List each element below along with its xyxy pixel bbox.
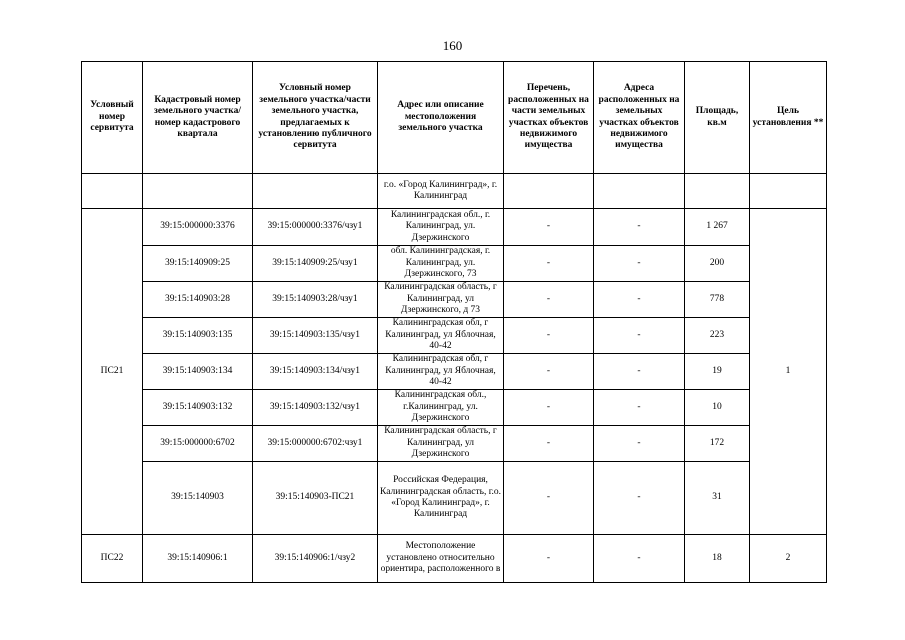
table-cell <box>685 174 750 209</box>
cell-address: Калининградская обл, г Калининград, ул Яблочная, 40-42 <box>378 318 504 354</box>
cell-purpose: 1 <box>750 209 827 535</box>
cell-cadastral: 39:15:140909:25 <box>143 246 253 282</box>
cell-cadastral: 39:15:140906:1 <box>143 535 253 583</box>
header-row <box>82 62 827 174</box>
cell-conditional: 39:15:140903-ПС21 <box>253 462 378 535</box>
cell-address: Калининградская обл., г.Калининград, ул. Дзержинского <box>378 390 504 426</box>
cell-conditional: 39:15:140903:28/чзу1 <box>253 282 378 318</box>
table-cell <box>504 174 594 209</box>
cell-address: г.о. «Город Калининград», г. Калининград <box>378 174 504 209</box>
cell-area: 10 <box>685 390 750 426</box>
cell-objects: - <box>504 462 594 535</box>
table-row <box>82 535 827 583</box>
cell-cadastral: 39:15:140903:28 <box>143 282 253 318</box>
servitude-table <box>81 61 827 583</box>
cell-conditional: 39:15:140903:135/чзу1 <box>253 318 378 354</box>
cell-objects: - <box>504 282 594 318</box>
table-row <box>82 282 827 318</box>
cell-area: 31 <box>685 462 750 535</box>
cell-area: 223 <box>685 318 750 354</box>
cell-conditional: 39:15:140903:132/чзу1 <box>253 390 378 426</box>
cell-address: Местоположение установлено относительно ориентира, расположенного в <box>378 535 504 583</box>
header-servitude-number: Условный номер сервитута <box>82 62 143 174</box>
table-row <box>82 426 827 462</box>
cell-area: 19 <box>685 354 750 390</box>
cell-address: Калининградская область, г Калининград, ул Дзержинского, д 73 <box>378 282 504 318</box>
continuation-row <box>82 174 827 209</box>
cell-cadastral: 39:15:140903 <box>143 462 253 535</box>
table-cell <box>253 174 378 209</box>
header-objects: Перечень, расположенных на части земельных участках объектов недвижимого имущества <box>504 62 594 174</box>
cell-conditional: 39:15:000000:6702:чзу1 <box>253 426 378 462</box>
header-area: Площадь, кв.м <box>685 62 750 174</box>
cell-object-addresses: - <box>594 354 685 390</box>
cell-objects: - <box>504 318 594 354</box>
cell-address: Российская Федерация, Калининградская область, г.о. «Город Калининград», г. Калининград <box>378 462 504 535</box>
header-conditional-number: Условный номер земельного участка/части земельного участка, предлагаемых к установлению публичного сервитута <box>253 62 378 174</box>
table-cell <box>750 174 827 209</box>
header-object-addresses: Адреса расположенных на земельных участках объектов недвижимого имущества <box>594 62 685 174</box>
cell-address: Калининградская обл, г Калининград, ул Яблочная, 40-42 <box>378 354 504 390</box>
cell-area: 18 <box>685 535 750 583</box>
cell-conditional: 39:15:140909:25/чзу1 <box>253 246 378 282</box>
cell-object-addresses: - <box>594 246 685 282</box>
cell-objects: - <box>504 426 594 462</box>
cell-objects: - <box>504 209 594 246</box>
table-row <box>82 390 827 426</box>
cell-object-addresses: - <box>594 282 685 318</box>
header-address: Адрес или описание местоположения земельного участка <box>378 62 504 174</box>
cell-objects: - <box>504 246 594 282</box>
cell-objects: - <box>504 535 594 583</box>
cell-object-addresses: - <box>594 462 685 535</box>
cell-cadastral: 39:15:140903:132 <box>143 390 253 426</box>
cell-servitude-number: ПС21 <box>82 209 143 535</box>
table-row <box>82 246 827 282</box>
table-row <box>82 209 827 246</box>
header-cadastral-number: Кадастровый номер земельного участка/номер кадастрового квартала <box>143 62 253 174</box>
cell-object-addresses: - <box>594 390 685 426</box>
cell-cadastral: 39:15:140903:134 <box>143 354 253 390</box>
table-row <box>82 318 827 354</box>
page-number: 160 <box>442 38 463 53</box>
table-row <box>82 354 827 390</box>
cell-purpose: 2 <box>750 535 827 583</box>
cell-conditional: 39:15:140903:134/чзу1 <box>253 354 378 390</box>
cell-address: Калининградская область, г Калининград, ул Дзержинского <box>378 426 504 462</box>
cell-object-addresses: - <box>594 209 685 246</box>
cell-area: 200 <box>685 246 750 282</box>
cell-object-addresses: - <box>594 426 685 462</box>
cell-address: Калининградская обл., г. Калининград, ул. Дзержинского <box>378 209 504 246</box>
table-cell <box>594 174 685 209</box>
cell-cadastral: 39:15:140903:135 <box>143 318 253 354</box>
cell-area: 778 <box>685 282 750 318</box>
cell-object-addresses: - <box>594 535 685 583</box>
cell-cadastral: 39:15:000000:6702 <box>143 426 253 462</box>
header-purpose: Цель установления ** <box>750 62 827 174</box>
cell-object-addresses: - <box>594 318 685 354</box>
cell-cadastral: 39:15:000000:3376 <box>143 209 253 246</box>
table-row <box>82 462 827 535</box>
cell-area: 172 <box>685 426 750 462</box>
cell-objects: - <box>504 354 594 390</box>
cell-servitude-number: ПС22 <box>82 535 143 583</box>
cell-address: обл. Калининградская, г. Калининград, ул. Дзержинского, 73 <box>378 246 504 282</box>
table-cell <box>143 174 253 209</box>
cell-conditional: 39:15:140906:1/чзу2 <box>253 535 378 583</box>
cell-area: 1 267 <box>685 209 750 246</box>
cell-objects: - <box>504 390 594 426</box>
cell-conditional: 39:15:000000:3376/чзу1 <box>253 209 378 246</box>
table-cell <box>82 174 143 209</box>
